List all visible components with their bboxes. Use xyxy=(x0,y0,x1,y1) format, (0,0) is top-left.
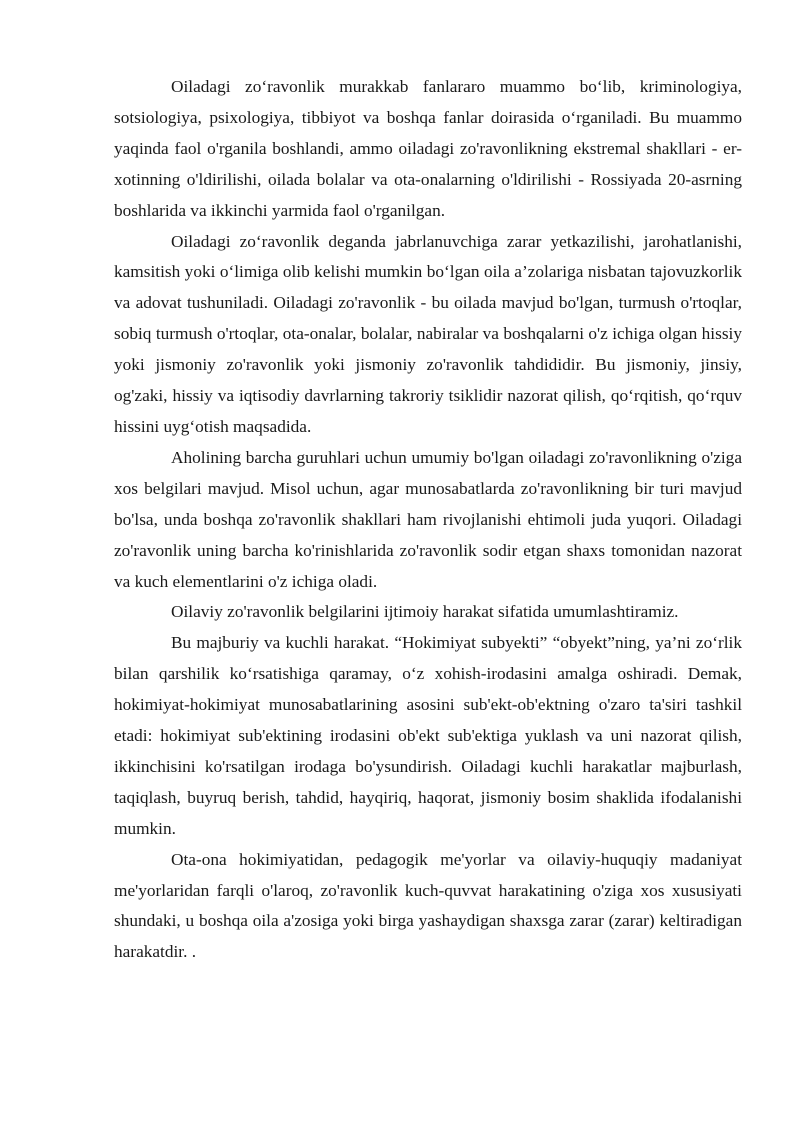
document-page xyxy=(114,72,742,968)
paragraph-4: Oilaviy zo'ravonlik belgilarini ijtimoiy harakat sifatida umumlashtiramiz. xyxy=(171,602,679,622)
paragraph-1: Oiladagi zo‘ravonlik murakkab fanlararo muammo bo‘lib, kriminologiya, sotsiologiya, psixologiya, tibbiyot va boshqa fanlar doirasida o‘rganiladi. Bu muammo yaqinda faol o'rganila boshlandi, ammo oiladagi zo'ravonlikning ekstremal shakllari - er-xotinning o'ldirilishi, oilada bolalar va ota-onalarning o'ldirilishi - Rossiyada 20-asrning boshlarida va ikkinchi yarmida faol o'rganilgan. xyxy=(114,77,742,220)
paragraph-2: Oiladagi zo‘ravonlik deganda jabrlanuvchiga zarar yetkazilishi, jarohatlanishi, kamsitish yoki o‘limiga olib kelishi mumkin bo‘lgan oila a’zolariga nisbatan tajovuzkorlik va adovat tushuniladi. Oiladagi zo'ravonlik - bu oilada mavjud bo'lgan, turmush o'rtoqlar, sobiq turmush o'rtoqlar, ota-onalar, bolalar, nabiralar va boshqalarni o'z ichiga olgan hissiy yoki jismoniy zo'ravonlik yoki jismoniy zo'ravonlik tahdididir. Bu jismoniy, jinsiy, og'zaki, hissiy va iqtisodiy davrlarning takroriy tsiklidir nazorat qilish, qo‘rqitish, qo‘rquv hissini uyg‘otish maqsadida. xyxy=(114,231,742,436)
paragraph-3: Aholining barcha guruhlari uchun umumiy bo'lgan oiladagi zo'ravonlikning o'ziga xos belgilari mavjud. Misol uchun, agar munosabatlarda zo'ravonlikning bir turi mavjud bo'lsa, unda boshqa zo'ravonlik shakllari ham rivojlanishi ehtimoli juda yuqori. Oiladagi zo'ravonlik uning barcha ko'rinishlarida zo'ravonlik sodir etgan shaxs tomonidan nazorat va kuch elementlarini o'z ichiga oladi. xyxy=(114,447,742,591)
paragraph-5: Bu majburiy va kuchli harakat. “Hokimiyat subyekti” “obyekt”ning, ya’ni zo‘rlik bilan qarshilik ko‘rsatishiga qaramay, o‘z xohish-irodasini amalga oshiradi. Demak, hokimiyat-hokimiyat munosabatlarining asosini sub'ekt-ob'ektning o'zaro ta'siri tashkil etadi: hokimiyat sub'ektining irodasini ob'ekt sub'ektiga yuklash va uni nazorat qilish, ikkinchisini ko'rsatilgan irodaga bo'ysundirish. Oiladagi kuchli harakatlar majburlash, taqiqlash, buyruq berish, tahdid, hayqiriq, haqorat, jismoniy bosim shaklida ifodalanishi mumkin. xyxy=(114,633,742,838)
paragraph-6: Ota-ona hokimiyatidan, pedagogik me'yorlar va oilaviy-huquqiy madaniyat me'yorlaridan farqli o'laroq, zo'ravonlik kuch-quvvat harakatining o'ziga xos xususiyati shundaki, u boshqa oila a'zosiga yoki birga yashaydigan shaxsga zarar (zarar) keltiradigan harakatdir. . xyxy=(114,849,742,962)
